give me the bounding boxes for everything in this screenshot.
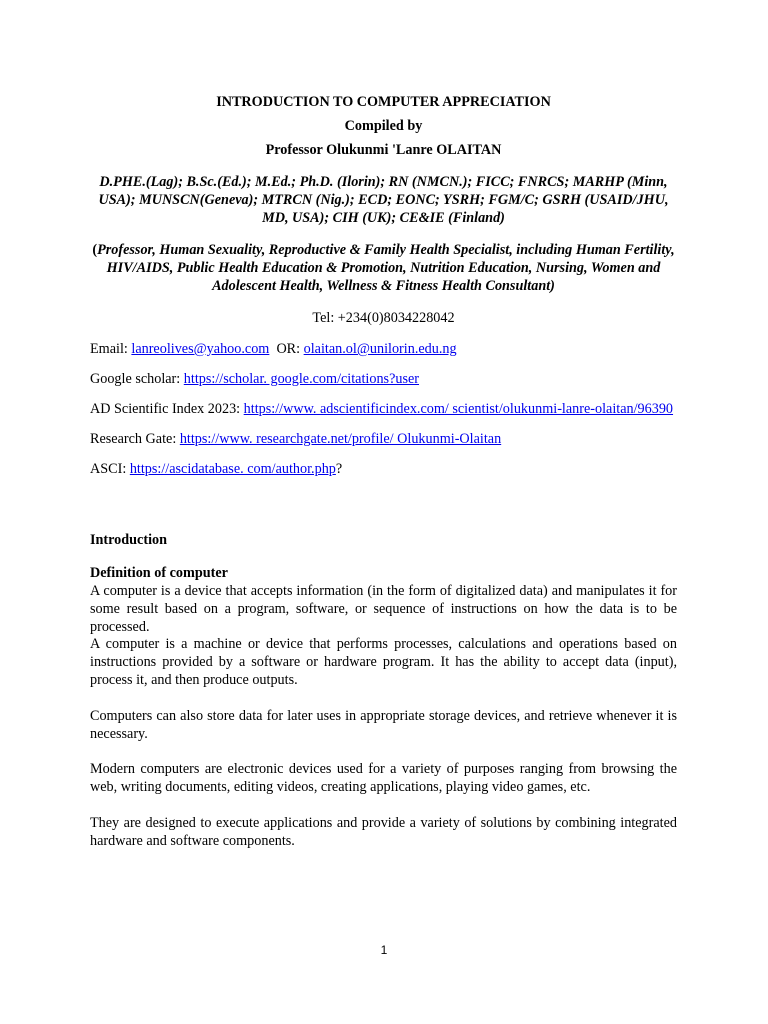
scholar-label: Google scholar: [90,371,184,387]
email-link-primary[interactable]: lanreolives@yahoo.com [131,341,270,357]
paragraph-2: A computer is a machine or device that performs processes, calculations and operations based on instructions provided by a software or hardware program. It has the ability to accept data (input), process it, and then produce outputs. [90,636,677,688]
telephone: Tel: +234(0)8034228042 [312,310,455,326]
asci-label: ASCI: [90,461,130,477]
asci-link[interactable]: https://ascidatabase. com/author.php [129,461,336,477]
email-link-secondary[interactable]: olaitan.ol@unilorin.edu.ng [303,341,457,357]
compiled-by: Compiled by [344,118,423,134]
introduction-heading: Introduction [90,532,167,548]
or-label: OR: [269,341,304,357]
google-scholar-line [90,370,677,388]
ad-index-label: AD Scientific Index 2023: [90,401,244,417]
page-number: 1 [380,943,388,957]
scholar-link[interactable]: https://scholar. google.com/citations?user [183,371,420,387]
specialty-text: Professor, Human Sexuality, Reproductive & Family Health Specialist, including Human Fertility, HIV/AIDS, Public Health Education & Promotion, Nutrition Education, Nursing, Women and Adolescent Health, Wellness & Fitness Health Consultant) [97,242,675,294]
research-gate-link[interactable]: https://www. researchgate.net/profile/ Olukunmi-Olaitan [179,431,502,447]
document-page [90,93,677,851]
definition-heading: Definition of computer [90,565,228,581]
author-specialty [90,241,677,295]
paragraph-3: Computers can also store data for later uses in appropriate storage devices, and retrieve whenever it is necessary. [90,707,677,742]
document-title: INTRODUCTION TO COMPUTER APPRECIATION [216,94,551,110]
paragraph-4: Modern computers are electronic devices used for a variety of purposes ranging from browsing the web, writing documents, editing videos, creating applications, playing video games, etc. [90,761,677,796]
email-line [90,340,677,358]
ad-index-link[interactable]: https://www. adscientificindex.com/ scientist/olukunmi-lanre-olaitan/96390 [243,401,674,417]
research-gate-line [90,430,677,448]
author-credentials: D.PHE.(Lag); B.Sc.(Ed.); M.Ed.; Ph.D. (Ilorin); RN (NMCN.); FICC; FNRCS; MARHP (Minn, USA); MUNSCN(Geneva); MTRCN (Nig.); ECD; EONC; YSRH; FGM/C; GSRH (USAID/JHU, MD, USA); CIH (UK); CE&IE (Finland) [98,174,669,226]
asci-suffix: ? [335,461,343,477]
research-gate-label: Research Gate: [90,431,180,447]
author-name: Professor Olukunmi 'Lanre OLAITAN [265,142,502,158]
paragraph-5: They are designed to execute applications and provide a variety of solutions by combining integrated hardware and software components. [90,814,677,849]
paragraph-1: A computer is a device that accepts information (in the form of digitalized data) and manipulates it for some result based on a program, software, or sequence of instructions on how the data is to be processed. [90,583,677,635]
ad-index-line [90,400,677,418]
email-label: Email: [90,341,132,357]
asci-line [90,460,677,478]
specialty-open-paren: ( [92,242,98,258]
